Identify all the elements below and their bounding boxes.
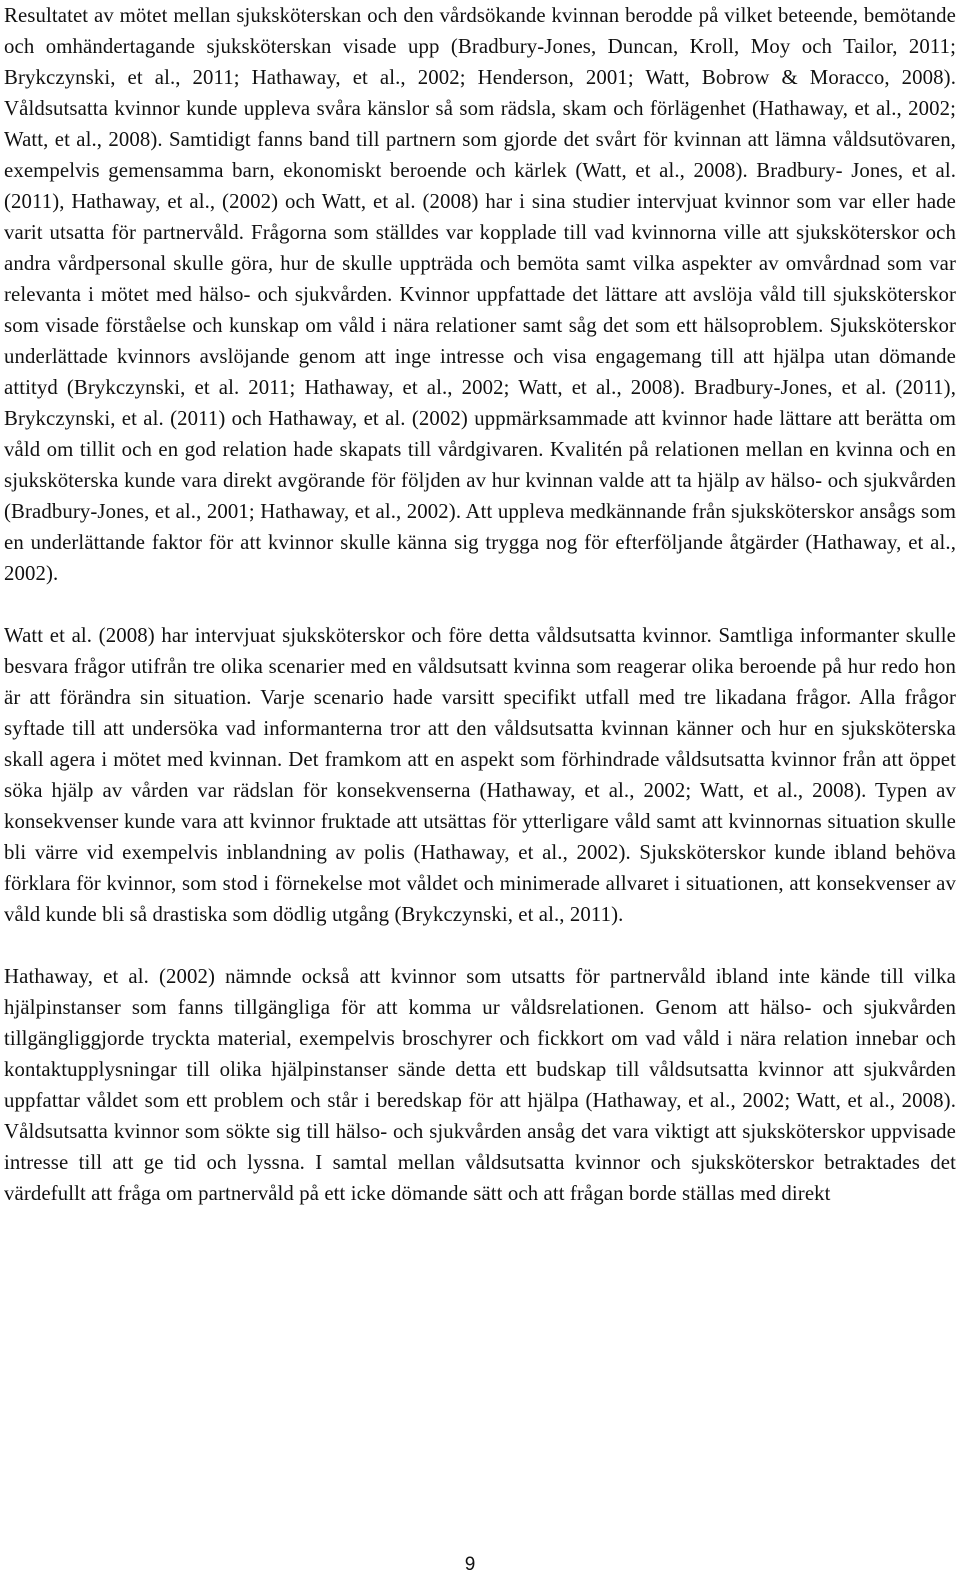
paragraph-hathaway-resources: Hathaway, et al. (2002) nämnde också att kvinnor som utsatts för partnervåld ibland inte kände till vilka hjälpinstanser som fanns tillgängliga för att komma ur våldsrelationen. Genom att hälso- och sjukvården tillgängliggjorde tryckta material, exempelvis broschyrer och fickkort om vad våld i nära relation innebar och kontaktupplysningar till olika hjälpinstanser sände detta ett budskap till våldsutsatta kvinnor att sjukvården uppfattar våldet som ett problem och står i beredskap för att hjälpa (Hathaway, et al., 2002; Watt, et al., 2008). Våldsutsatta kvinnor som sökte sig till hälso- och sjukvården ansåg det vara viktigt att sjuksköterskor uppvisade intresse till att ge tid och lyssna. I samtal mellan våldsutsatta kvinnor och sjuksköterskor betraktades det värdefullt att fråga om partnervåld på ett icke dömande sätt och att frågan borde ställas med direkt [4, 965, 956, 1205]
paragraph-watt-interviews: Watt et al. (2008) har intervjuat sjuksköterskor och före detta våldsutsatta kvinnor. Samtliga informanter skulle besvara frågor utifrån tre olika scenarier med en våldsutsatt kvinna som reagerar olika beroende på hur redo hon är att förändra sin situation. Varje scenario hade varsitt specifikt utfall med tre likadana frågor. Alla frågor syftade till att undersöka vad informanterna tror att den våldsutsatta kvinnan känner och hur en sjuksköterska skall agera i mötet med kvinnan. Det framkom att en aspekt som förhindrade våldsutsatta kvinnor från att öppet söka hjälp av vården var rädslan för konsekvenserna (Hathaway, et al., 2002; Watt, et al., 2008). Typen av konsekvenser kunde vara att kvinnor fruktade att utsättas för ytterligare våld samt att kvinnornas situation skulle bli värre vid exempelvis inblandning av polis (Hathaway, et al., 2002). Sjuksköterskor kunde ibland behöva förklara för kvinnor, som stod i förnekelse mot våldet och minimerade allvaret i situationen, att konsekvenser av våld kunde bli så drastiska som dödlig utgång (Brykczynski, et al., 2011). [4, 624, 956, 926]
page-number: 9 [464, 1554, 476, 1575]
paragraph-results-meeting: Resultatet av mötet mellan sjuksköterskan och den vårdsökande kvinnan berodde på vilket beteende, bemötande och omhändertagande sjuksköterskan visade upp (Bradbury-Jones, Duncan, Kroll, Moy och Tailor, 2011; Brykczynski, et al., 2011; Hathaway, et al., 2002; Henderson, 2001; Watt, Bobrow & Moracco, 2008). Våldsutsatta kvinnor kunde uppleva svåra känslor så som rädsla, skam och förlägenhet (Hathaway, et al., 2002; Watt, et al., 2008). Samtidigt fanns band till partnern som gjorde det svårt för kvinnan att lämna våldsutövaren, exempelvis gemensamma barn, ekonomiskt beroende och kärlek (Watt, et al., 2008). Bradbury- Jones, et al. (2011), Hathaway, et al., (2002) och Watt, et al. (2008) har i sina studier intervjuat kvinnor som var eller hade varit utsatta för partnervåld. Frågorna som ställdes var kopplade till vad kvinnorna ville att sjuksköterskor och andra vårdpersonal skulle göra, hur de skulle uppträda och bemöta samt vilka aspekter av omvårdnad som var relevanta i mötet med hälso- och sjukvården. Kvinnor uppfattade det lättare att avslöja våld till sjuksköterskor som visade förståelse och kunskap om våld i nära relationer samt såg det som ett hälsoproblem. Sjuksköterskor underlättade kvinnors avslöjande genom att inge intresse och visa engagemang till att hjälpa utan dömande attityd (Brykczynski, et al. 2011; Hathaway, et al., 2002; Watt, et al., 2008). Bradbury-Jones, et al. (2011), Brykczynski, et al. (2011) och Hathaway, et al. (2002) uppmärksammade att kvinnor hade lättare att berätta om våld om tillit och en god relation hade skapats till vårdgivaren. Kvalitén på relationen mellan en kvinna och en sjuksköterska kunde vara direkt avgörande för följden av hur kvinnan valde att ta hjälp av hälso- och sjukvården (Bradbury-Jones, et al., 2001; Hathaway, et al., 2002). Att uppleva medkännande från sjuksköterskor ansågs som en underlättande faktor för att kvinnor skulle känna sig trygga nog för efterföljande åtgärder (Hathaway, et al., 2002). [4, 4, 956, 585]
